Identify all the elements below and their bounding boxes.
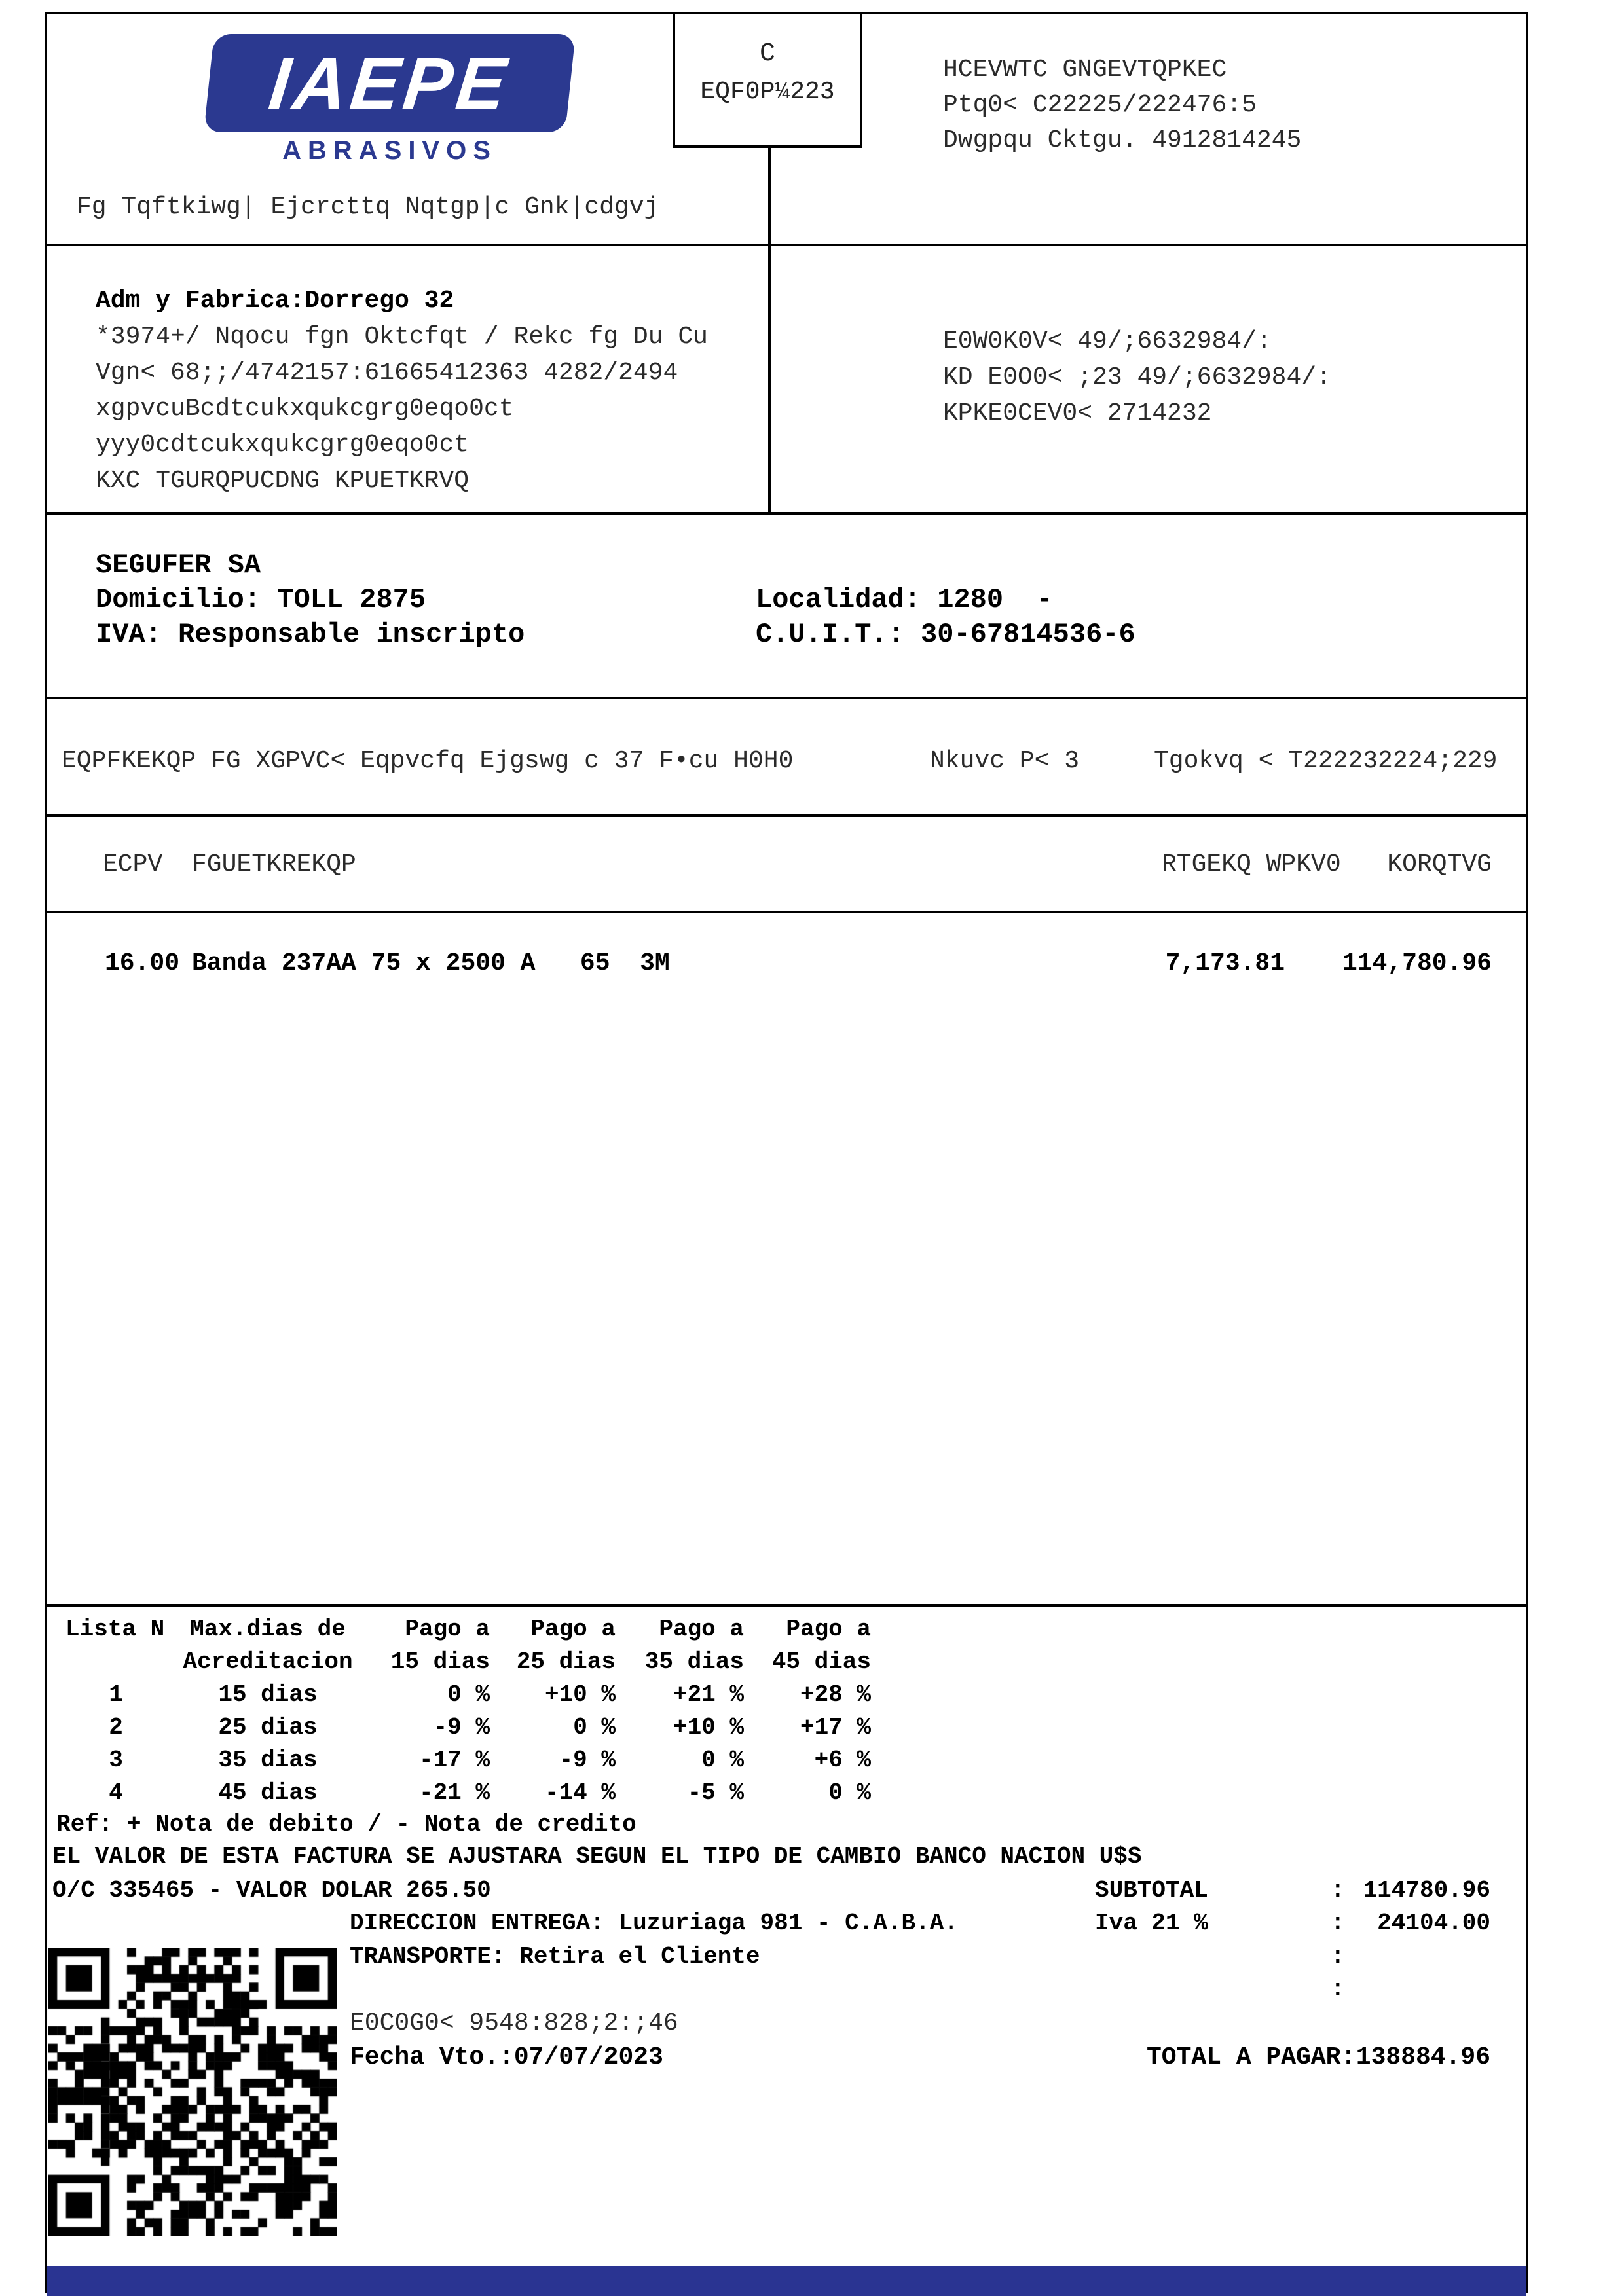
subtotal-label: SUBTOTAL (1095, 1877, 1208, 1904)
customer-localidad: Localidad: 1280 - (756, 584, 1053, 615)
lista-cell: +6 % (814, 1747, 871, 1774)
cae-line: E0C0G0< 9548:828;2:;46 (350, 2009, 678, 2037)
price-list-number: Nkuvc P< 3 (930, 747, 1080, 775)
lista-cell: 45 dias (218, 1779, 318, 1806)
divider (768, 145, 771, 512)
lista-cell: 0 % (701, 1747, 744, 1774)
company-address-line: xgpvcuBcdtcukxqukcgrg0eqo0ct (96, 395, 514, 423)
brand-logo (209, 34, 570, 166)
iva-colon: : (1331, 1910, 1345, 1937)
logo-brand-text: IAEPE (265, 42, 514, 124)
company-inicio-line: KPKE0CEV0< 2714232 (943, 399, 1212, 428)
qr-code (48, 1948, 337, 2236)
doc-type-box (673, 14, 862, 148)
transporte-line: TRANSPORTE: Retira el Cliente (350, 1943, 760, 1970)
lista-cell: -21 % (418, 1779, 490, 1806)
items-header-cant: ECPV (103, 850, 163, 879)
lista-cell: 15 dias (218, 1681, 318, 1708)
company-iibb-line: KD E0O0< ;23 49/;6632984/: (943, 363, 1331, 392)
lista-header-cell: 25 dias (516, 1649, 616, 1675)
lista-cell: -14 % (544, 1779, 616, 1806)
item-cant: 16.00 (105, 949, 180, 977)
divider (47, 814, 1526, 817)
lista-header-cell (60, 1646, 172, 1679)
lista-cell: +28 % (800, 1681, 871, 1708)
ref-note: Ref: + Nota de debito / - Nota de credito (56, 1811, 637, 1838)
lista-header-cell: Pago a (530, 1616, 616, 1643)
oc-line: O/C 335465 - VALOR DOLAR 265.50 (52, 1877, 491, 1904)
customer-iva: IVA: Responsable inscripto (96, 619, 525, 650)
doc-place-date: Dwgpqu Cktgu. 4912814245 (943, 126, 1302, 155)
customer-domicilio: Domicilio: TOLL 2875 (96, 584, 426, 615)
lista-cell: 4 (109, 1779, 123, 1806)
items-header-desc: FGUETKREKQP (192, 850, 356, 879)
lista-header-cell: Pago a (786, 1616, 871, 1643)
doc-title: HCEVWTC GNGEVTQPKEC (943, 56, 1227, 84)
lista-cell: +21 % (673, 1681, 744, 1708)
colon: : (1331, 1976, 1345, 2003)
lista-cell: +17 % (800, 1714, 871, 1741)
fecha-vto: Fecha Vto.:07/07/2023 (350, 2043, 663, 2071)
lista-table (60, 1613, 871, 1810)
item-importe: 114,780.96 (1342, 949, 1492, 977)
company-address-line: yyy0cdtcukxqukcgrg0eqo0ct (96, 431, 470, 459)
lista-header-cell: Acreditacion (183, 1649, 353, 1675)
doc-code: EQF0P¼223 (700, 78, 835, 106)
iva-value: 24104.00 (1377, 1910, 1490, 1937)
logo-shape (204, 34, 576, 132)
lista-cell: -5 % (687, 1779, 744, 1806)
divider (47, 911, 1526, 913)
lista-cell: 0 % (828, 1779, 871, 1806)
logo-subtitle: ABRASIVOS (282, 136, 497, 165)
lista-cell: 35 dias (218, 1747, 318, 1774)
lista-cell: -17 % (418, 1747, 490, 1774)
invoice-frame (45, 12, 1528, 2293)
items-header-precio: RTGEKQ WPKV0 (1162, 850, 1341, 879)
item-precio-unit: 7,173.81 (1165, 949, 1285, 977)
lista-cell: 1 (109, 1681, 123, 1708)
company-address-title: Adm y Fabrica:Dorrego 32 (96, 287, 454, 315)
colon: : (1331, 1943, 1345, 1970)
total-value: 138884.96 (1356, 2043, 1490, 2071)
company-address-line: Vgn< 68;;/4742157:61665412363 4282/2494 (96, 359, 678, 387)
lista-cell: +10 % (673, 1714, 744, 1741)
lista-header-cell: Pago a (659, 1616, 744, 1643)
lista-cell: -9 % (433, 1714, 490, 1741)
lista-header-cell: 15 dias (390, 1649, 490, 1675)
lista-header-cell: 45 dias (771, 1649, 871, 1675)
lista-header-cell: Lista N (65, 1616, 165, 1643)
lista-cell: 2 (109, 1714, 123, 1741)
lista-header-cell: 35 dias (644, 1649, 744, 1675)
doc-number: Ptq0< C22225/222476:5 (943, 91, 1257, 119)
divider (47, 244, 1526, 246)
items-header-importe: KORQTVG (1387, 850, 1492, 879)
iva-label: Iva 21 % (1095, 1910, 1208, 1937)
company-address-line: *3974+/ Nqocu fgn Oktcfqt / Rekc fg Du Cu (96, 323, 708, 351)
lista-cell: 25 dias (218, 1714, 318, 1741)
item-description: Banda 237AA 75 x 2500 A 65 3M (192, 949, 670, 977)
doc-type-letter: C (759, 39, 775, 69)
customer-cuit: C.U.I.T.: 30-67814536-6 (756, 619, 1135, 650)
subtotal-colon: : (1331, 1877, 1345, 1904)
footer-bar (47, 2266, 1526, 2296)
lista-header-cell: Max.dias de (190, 1616, 346, 1643)
subtotal-value: 114780.96 (1363, 1877, 1490, 1904)
total-label: TOTAL A PAGAR: (1147, 2043, 1356, 2071)
divider (47, 697, 1526, 699)
remito-number: Tgokvq < T222232224;229 (1154, 747, 1498, 775)
direccion-entrega: DIRECCION ENTREGA: Luzuriaga 981 - C.A.B.A. (350, 1910, 958, 1937)
company-cuit-line: E0W0K0V< 49/;6632984/: (943, 327, 1272, 355)
lista-cell: 3 (109, 1747, 123, 1774)
lista-cell: 0 % (573, 1714, 616, 1741)
owner-name-line: Fg Tqftkiwg| Ejcrcttq Nqtgp|c Gnk|cdgvj (77, 193, 659, 221)
lista-cell: 0 % (447, 1681, 490, 1708)
divider (47, 1604, 1526, 1607)
lista-header-cell: Pago a (405, 1616, 490, 1643)
sale-condition: EQPFKEKQP FG XGPVC< Eqpvcfq Ejgswg c 37 F•cu H0H0 (62, 747, 794, 775)
company-iva-status: KXC TGURQPUCDNG KPUETKRVQ (96, 467, 470, 495)
lista-cell: +10 % (544, 1681, 616, 1708)
divider (47, 512, 1526, 515)
customer-name: SEGUFER SA (96, 549, 261, 581)
lista-cell: -9 % (559, 1747, 616, 1774)
adjustment-note: EL VALOR DE ESTA FACTURA SE AJUSTARA SEGUN EL TIPO DE CAMBIO BANCO NACION U$S (52, 1843, 1142, 1870)
